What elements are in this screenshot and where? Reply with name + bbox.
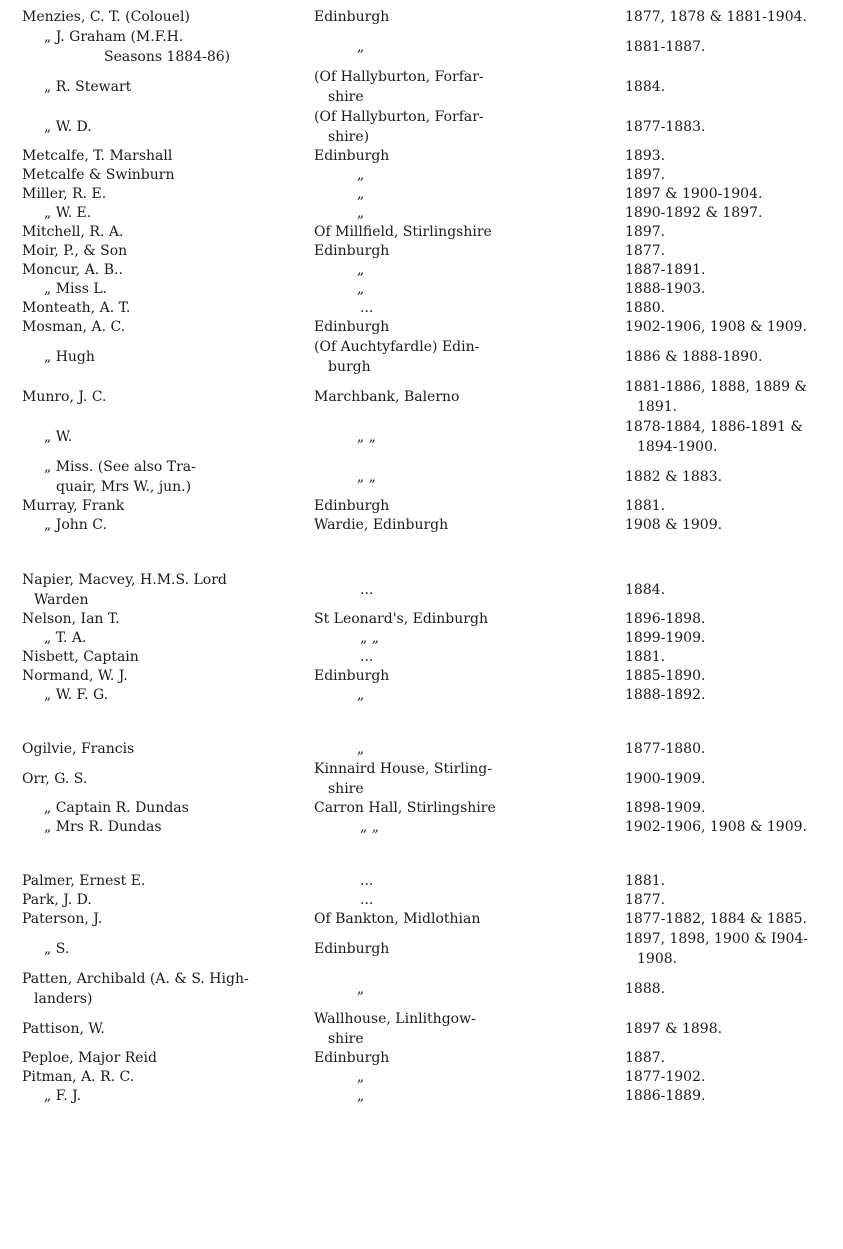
entry-years: 1896-1898. [625,611,706,627]
entry-place: ... [360,582,374,598]
entry-years: 1880. [625,300,666,316]
entry-place: „ „ [357,429,376,445]
entry-row [22,648,832,667]
entry-name: „ Miss. (See also Tra- quair, Mrs W., jun.) [44,459,196,495]
entry-years: 1902-1906, 1908 & 1909. [625,319,807,335]
entry-place: Edinburgh [314,498,390,514]
entry-row [22,872,832,891]
entry-years: 1897 & 1898. [625,1021,723,1037]
entry-name: Palmer, Ernest E. [22,873,146,889]
entry-place: „ [357,167,365,183]
entry-row [22,667,832,686]
entry-name: Miller, R. E. [22,186,107,202]
entry-name: „ R. Stewart [44,79,132,95]
entry-name: „ W. F. G. [44,687,109,703]
entry-years: 1885-1890. [625,668,706,684]
entry-years: 1897 & 1900-1904. [625,186,763,202]
entry-name: Mosman, A. C. [22,319,126,335]
entry-name: „ F. J. [44,1088,82,1104]
entry-row [22,1087,832,1106]
entry-row [22,318,832,337]
entry-row [22,377,832,417]
entry-name: Pitman, A. R. C. [22,1069,135,1085]
entry-place: Edinburgh [314,319,390,335]
entry-row [22,107,832,147]
entry-row [22,185,832,204]
entry-name: Pattison, W. [22,1021,105,1037]
entry-row [22,740,832,759]
entry-years: 1887. [625,1050,666,1066]
entry-years: 1899-1909. [625,630,706,646]
entry-name: „ S. [44,941,70,957]
entry-row [22,299,832,318]
entry-name: „ W. [44,429,73,445]
entry-name: Orr, G. S. [22,771,88,787]
entry-row [22,686,832,705]
entry-name: Metcalfe, T. Marshall [22,148,173,164]
entry-years: 1898-1909. [625,800,706,816]
entry-row [22,337,832,377]
entry-name: Nelson, Ian T. [22,611,120,627]
entry-name: Menzies, C. T. (Colouel) [22,9,190,25]
entry-name: „ Miss L. [44,281,108,297]
entry-years: 1888-1892. [625,687,706,703]
entry-place: „ „ [360,630,379,646]
entry-years: 1902-1906, 1908 & 1909. [625,819,807,835]
entry-years: 1884. [625,582,666,598]
entry-years: 1882 & 1883. [625,469,723,485]
entry-place: „ [357,262,365,278]
entry-name: Nisbett, Captain [22,649,139,665]
entry-name: „ J. Graham (M.F.H. Seasons 1884-86) [44,29,231,65]
entry-years: 1877-1883. [625,119,706,135]
entry-place: ... [360,873,374,889]
entry-place: Edinburgh [314,148,390,164]
entry-years: 1881. [625,873,666,889]
entry-row [22,8,832,27]
entry-years: 1890-1892 & 1897. [625,205,763,221]
entry-row [22,1009,832,1049]
entry-name: Napier, Macvey, H.M.S. Lord Warden [22,572,227,608]
entry-place: „ [357,981,365,997]
entry-place: Kinnaird House, Stirling- shire [314,761,492,797]
entry-row [22,242,832,261]
entry-row [22,759,832,799]
entry-name: „ Hugh [44,349,95,365]
entry-place: (Of Hallyburton, Forfar- shire [314,69,484,105]
entry-place: ... [360,300,374,316]
entry-name: Paterson, J. [22,911,103,927]
entry-years: 1881-1886, 1888, 1889 & 1891. [625,379,807,415]
entry-years: 1897. [625,167,666,183]
entry-years: 1877-1882, 1884 & 1885. [625,911,807,927]
entry-years: 1893. [625,148,666,164]
entry-place: ... [360,892,374,908]
entry-place: „ [357,1088,365,1104]
entry-place: Of Millfield, Stirlingshire [314,224,492,240]
entry-row [22,497,832,516]
entry-row [22,67,832,107]
entry-name: „ John C. [44,517,107,533]
entry-row [22,516,832,535]
entry-name: Ogilvie, Francis [22,741,135,757]
entry-years: 1897, 1898, 1900 & I904- 1908. [625,931,809,967]
entry-row [22,1068,832,1087]
entry-row [22,799,832,818]
entry-years: 1877-1880. [625,741,706,757]
entry-row [22,910,832,929]
entry-place: Edinburgh [314,1050,390,1066]
entry-row [22,818,832,837]
entry-name: Monteath, A. T. [22,300,131,316]
entry-row [22,261,832,280]
register-list [22,8,832,1106]
entry-place: „ „ [360,819,379,835]
entry-years: 1888-1903. [625,281,706,297]
entry-place: „ [357,687,365,703]
entry-place: „ „ [357,469,376,485]
entry-years: 1884. [625,79,666,95]
entry-name: Park, J. D. [22,892,92,908]
entry-name: Peploe, Major Reid [22,1050,157,1066]
entry-name: Murray, Frank [22,498,125,514]
entry-years: 1877. [625,243,666,259]
entry-name: Metcalfe & Swinburn [22,167,175,183]
entry-place: Wardie, Edinburgh [314,517,449,533]
entry-place: „ [357,186,365,202]
entry-years: 1886 & 1888-1890. [625,349,763,365]
entry-row [22,629,832,648]
entry-place: Edinburgh [314,941,390,957]
entry-place: Edinburgh [314,243,390,259]
entry-row [22,969,832,1009]
entry-name: „ Mrs R. Dundas [44,819,162,835]
entry-row [22,570,832,610]
entry-row [22,457,832,497]
entry-row [22,204,832,223]
entry-years: 1877. [625,892,666,908]
entry-years: 1881-1887. [625,39,706,55]
entry-years: 1881. [625,649,666,665]
entry-years: 1886-1889. [625,1088,706,1104]
entry-place: Of Bankton, Midlothian [314,911,481,927]
entry-place: „ [357,1069,365,1085]
entry-place: Wallhouse, Linlithgow- shire [314,1011,476,1047]
entry-years: 1878-1884, 1886-1891 & 1894-1900. [625,419,803,455]
entry-row [22,417,832,457]
entry-years: 1877, 1878 & 1881-1904. [625,9,807,25]
entry-years: 1897. [625,224,666,240]
entry-years: 1900-1909. [625,771,706,787]
entry-name: Mitchell, R. A. [22,224,124,240]
entry-years: 1888. [625,981,666,997]
entry-place: „ [357,741,365,757]
entry-name: „ T. A. [44,630,87,646]
entry-row [22,27,832,67]
entry-place: Edinburgh [314,668,390,684]
entry-name: Patten, Archibald (A. & S. High- landers) [22,971,249,1007]
entry-name: „ W. D. [44,119,92,135]
entry-row [22,166,832,185]
entry-row [22,610,832,629]
entry-row [22,929,832,969]
entry-place: Carron Hall, Stirlingshire [314,800,496,816]
entry-row [22,891,832,910]
entry-years: 1887-1891. [625,262,706,278]
entry-years: 1877-1902. [625,1069,706,1085]
entry-place: „ [357,281,365,297]
entry-row [22,147,832,166]
entry-place: Marchbank, Balerno [314,389,460,405]
entry-place: St Leonard's, Edinburgh [314,611,488,627]
entry-place: (Of Auchtyfardle) Edin- burgh [314,339,480,375]
entry-row [22,280,832,299]
entry-place: ... [360,649,374,665]
entry-name: Moir, P., & Son [22,243,128,259]
entry-name: Moncur, A. B.. [22,262,123,278]
entry-name: Normand, W. J. [22,668,128,684]
entry-place: „ [357,205,365,221]
entry-row [22,1049,832,1068]
entry-name: Munro, J. C. [22,389,107,405]
entry-name: „ W. E. [44,205,92,221]
entry-years: 1881. [625,498,666,514]
entry-years: 1908 & 1909. [625,517,723,533]
entry-place: „ [357,39,365,55]
entry-name: „ Captain R. Dundas [44,800,189,816]
entry-place: Edinburgh [314,9,390,25]
entry-row [22,223,832,242]
entry-place: (Of Hallyburton, Forfar- shire) [314,109,484,145]
